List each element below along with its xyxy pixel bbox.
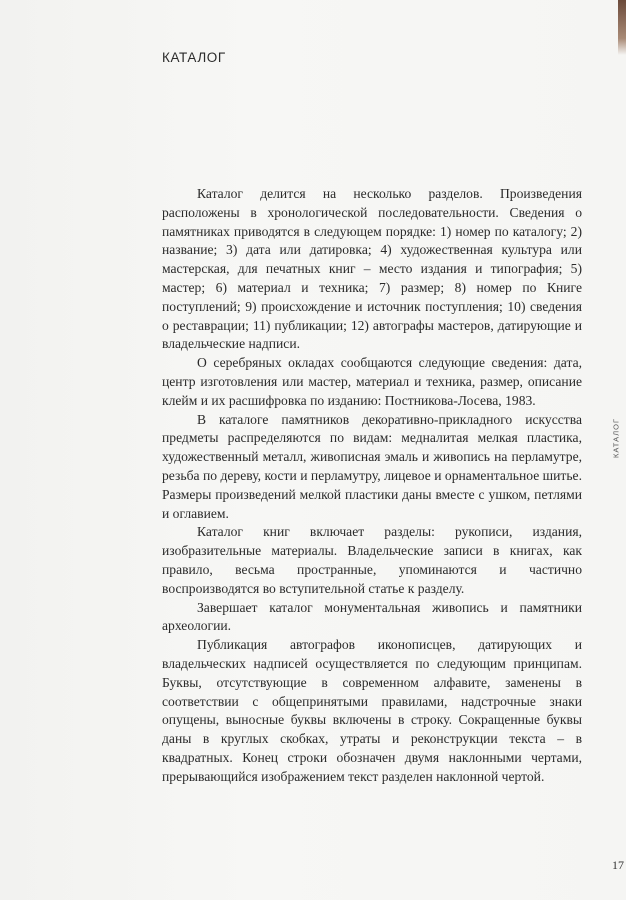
- body-text: [162, 185, 582, 787]
- paragraph: Каталог делится на несколько разделов. Произведения расположены в хронологической последовательности. Сведения о памятниках приводятся в следующем порядке: 1) номер по каталогу; 2) название; 3) дата или датировка; 4) художественная культура или мастерская, для печатных книг – место издания и типография; 5) мастер; 6) материал и техника; 7) размер; 8) номер по Книге поступлений; 9) происхождение и источник поступления; 10) сведения о реставрации; 11) публикации; 12) автографы мастеров, датирующие и владельческие надписи.: [162, 186, 582, 352]
- page-title: КАТАЛОГ: [162, 50, 226, 65]
- paragraph: В каталоге памятников декоративно-прикладного искусства предметы распределяются по видам: медналитая мелкая пластика, художественный металл, живописная эмаль и живопись на перламутре, резьба по дереву, кости и перламутру, лицевое и орнаментальное шитье. Размеры произведений мелкой пластики даны вместе с ушком, петлями и оглавием.: [162, 411, 582, 521]
- running-side-label: КАТАЛОГ: [611, 417, 621, 459]
- paragraph: Завершает каталог монументальная живопись и памятники археологии.: [162, 599, 582, 634]
- paragraph: Публикация автографов иконописцев, датирующих и владельческих надписей осуществляется по следующим принципам. Буквы, отсутствующие в современном алфавите, заменены в соответствии с общепринятыми правилами, надстрочные знаки опущены, выносные буквы включены в строку. Сокращенные буквы даны в круглых скобках, утраты и реконструкции текста – в квадратных. Конец строки обозначен двумя наклонными чертами, прерывающийся изображением текст разделен наклонной чертой.: [162, 637, 582, 784]
- page-edge-decoration: [618, 0, 626, 55]
- paragraph: О серебряных окладах сообщаются следующие сведения: дата, центр изготовления или мастер, материал и техника, размер, описание клейм и их расшифровка по изданию: Постникова-Лосева, 1983.: [162, 355, 582, 408]
- page-number: 17: [612, 858, 624, 872]
- paragraph: Каталог книг включает разделы: рукописи, издания, изобразительные материалы. Владельческие записи в книгах, как правило, весьма пространные, упоминаются и частично воспроизводятся во вступительной статье к разделу.: [162, 524, 582, 596]
